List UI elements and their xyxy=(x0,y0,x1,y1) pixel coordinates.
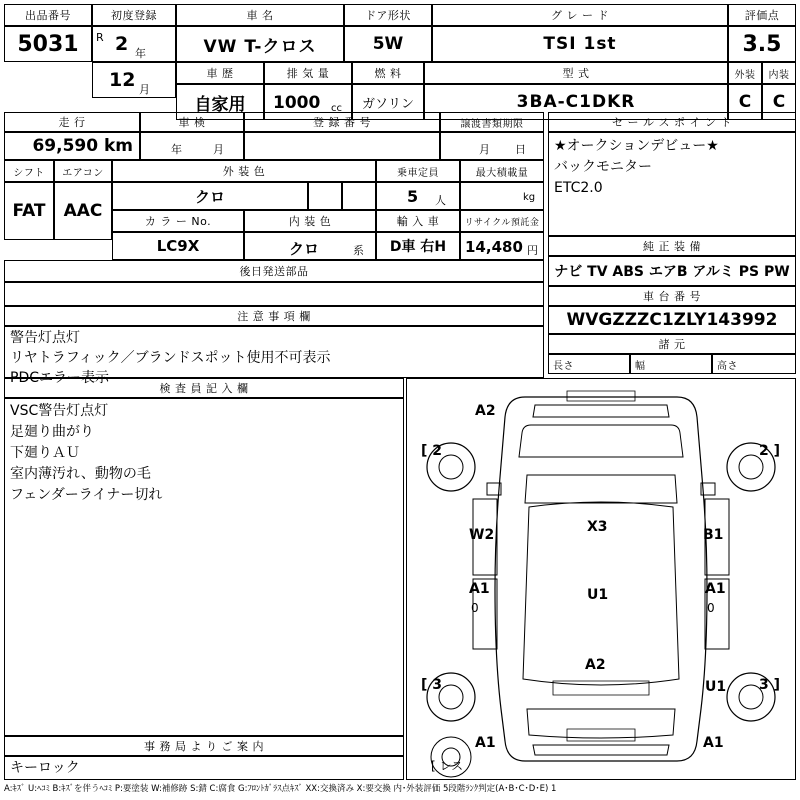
mark-a2-bottom: A2 xyxy=(585,657,606,673)
chassis-label: 車 台 番 号 xyxy=(548,286,796,306)
exterior-grade-label: 外装 xyxy=(728,62,762,84)
int-color-value xyxy=(244,232,376,260)
office-line-1: キーロック xyxy=(10,760,80,776)
inspector-label: 検 査 員 記 入 欄 xyxy=(4,378,404,398)
mark-spare: [ レス xyxy=(431,759,464,773)
inspector-line-2: 足廻り曲がり xyxy=(10,424,94,440)
vehicle-diagram xyxy=(406,378,796,780)
mark-bracket-right-2: 2 ] xyxy=(759,443,781,459)
max-load-unit: kg xyxy=(523,192,536,203)
equipment-value: ナビ TV ABS エアB アルミ PS PW xyxy=(548,256,796,286)
capacity-value xyxy=(376,182,460,210)
fuel-label: 燃 料 xyxy=(352,62,424,84)
score-value: 3.5 xyxy=(728,26,796,62)
width-label: 幅 xyxy=(630,354,712,374)
score-label: 評価点 xyxy=(728,4,796,26)
fuel-value: ガソリン xyxy=(352,84,424,120)
sales-point-label: セ ー ル ス ポ イ ン ト xyxy=(548,112,796,132)
recycle-number: 14,480 xyxy=(465,238,523,256)
first-reg-month-unit: 月 xyxy=(139,83,150,96)
mark-bracket-left-2: [ 2 xyxy=(421,443,443,459)
mark-u1-center: U1 xyxy=(587,587,609,603)
int-color-suffix: 系 xyxy=(353,244,364,257)
length-label: 長さ xyxy=(548,354,630,374)
notes-box xyxy=(4,326,544,386)
first-reg-month-value: 12 xyxy=(109,69,136,91)
inspector-line-1: VSC警告灯点灯 xyxy=(10,403,109,419)
shift-value: FAT xyxy=(4,182,54,240)
later-parts-label: 後日発送部品 xyxy=(4,260,544,282)
max-load-label: 最大積載量 xyxy=(460,160,544,182)
car-name-label: 車 名 xyxy=(176,4,344,26)
int-color-label: 内 装 色 xyxy=(244,210,376,232)
capacity-unit: 人 xyxy=(435,194,446,207)
inspection-year-unit: 年 xyxy=(171,143,182,156)
ext-color-value: クロ xyxy=(112,182,308,210)
capacity-label: 乗車定員 xyxy=(376,160,460,182)
mileage-value: 69,590 km xyxy=(4,132,140,160)
model-code-value: 3BA-C1DKR xyxy=(424,84,728,120)
first-reg-value xyxy=(92,26,176,62)
inspection-value xyxy=(140,132,244,160)
int-color-text: クロ xyxy=(289,240,320,258)
first-reg-year-value: 2 xyxy=(115,33,129,55)
mark-w2: W2 xyxy=(469,527,495,543)
inspection-label: 車 検 xyxy=(140,112,244,132)
door-value: 5W xyxy=(344,26,432,62)
model-code-label: 型 式 xyxy=(424,62,728,84)
later-parts-value xyxy=(4,282,544,306)
grade-label: グ レ ー ド xyxy=(432,4,728,26)
first-reg-year-unit: 年 xyxy=(135,47,146,60)
recycle-label: リサイクル預託金 xyxy=(460,210,544,232)
sales-point-line-3: ETC2.0 xyxy=(554,180,603,196)
ac-value: AAC xyxy=(54,182,112,240)
inspection-month-unit: 月 xyxy=(213,143,224,156)
recycle-value xyxy=(460,232,544,260)
mark-bracket-right-3: 3 ] xyxy=(759,677,781,693)
height-label: 高さ xyxy=(712,354,796,374)
legend-footer: A:ｷｽﾞ U:ﾍｺﾐ B:ｷｽﾞを伴うﾍｺﾐ P:要塗装 W:補修跡 S:錆 C:腐食 G:ﾌﾛﾝﾄｶﾞﾗｽ点ｷｽﾞ XX:交換済み X:要交換 内･外装評価 5段階ﾗﾝｸ判定(A･B･C･D･E) 1 xyxy=(4,784,557,794)
import-label: 輸 入 車 xyxy=(376,210,460,232)
transfer-day-unit: 日 xyxy=(515,143,526,156)
mark-a1-right-top-sub: 0 xyxy=(707,601,715,615)
recycle-unit: 円 xyxy=(527,244,538,257)
shift-label: シフト xyxy=(4,160,54,182)
displacement-unit: cc xyxy=(331,103,342,114)
import-value: D車 右H xyxy=(376,232,460,260)
first-reg-prefix: R xyxy=(96,31,104,44)
inspector-line-5: フェンダーライナー切れ xyxy=(10,487,163,503)
mark-a1-left-top: A1 xyxy=(469,581,490,597)
sales-point-line-1: ★オークションデビュー★ xyxy=(554,138,719,154)
mark-a1-left-top-sub: 0 xyxy=(471,601,479,615)
equipment-label: 純 正 装 備 xyxy=(548,236,796,256)
mark-a1-right-top: A1 xyxy=(705,581,726,597)
mark-bracket-left-3: [ 3 xyxy=(421,677,443,693)
sales-point-box xyxy=(548,132,796,236)
max-load-value xyxy=(460,182,544,210)
mark-u1-right: U1 xyxy=(705,679,727,695)
mark-b1: B1 xyxy=(703,527,724,543)
inspector-line-3: 下廻りＡＵ xyxy=(10,445,80,461)
sales-point-line-2: バックモニター xyxy=(554,159,652,175)
interior-grade-label: 内装 xyxy=(762,62,796,84)
mark-a1-bottom-left: A1 xyxy=(475,735,496,751)
mark-a2-top: A2 xyxy=(475,403,496,419)
history-label: 車 歴 xyxy=(176,62,264,84)
notes-line-3: PDCエラー表示 xyxy=(10,370,109,386)
transfer-value xyxy=(440,132,544,160)
transfer-month-unit: 月 xyxy=(479,143,490,156)
interior-grade-value: C xyxy=(762,84,796,120)
grade-value: TSI 1st xyxy=(432,26,728,62)
ext-color-extra-1 xyxy=(308,182,342,210)
reg-no-value xyxy=(244,132,440,160)
exterior-grade-value: C xyxy=(728,84,762,120)
displacement-number: 1000 xyxy=(273,93,321,113)
door-label: ドア形状 xyxy=(344,4,432,26)
mark-a1-bottom-right: A1 xyxy=(703,735,724,751)
reg-no-label: 登 録 番 号 xyxy=(244,112,440,132)
office-label: 事 務 局 よ り ご 案 内 xyxy=(4,736,404,756)
color-no-value: LC9X xyxy=(112,232,244,260)
notes-line-2: リヤトラフィック／ブランドスポット使用不可表示 xyxy=(10,350,331,366)
transfer-label: 譲渡書類期限 xyxy=(440,112,544,132)
office-box xyxy=(4,756,404,780)
mileage-label: 走 行 xyxy=(4,112,140,132)
lot-no-label: 出品番号 xyxy=(4,4,92,26)
color-no-label: カ ラ ー No. xyxy=(112,210,244,232)
ext-color-label: 外 装 色 xyxy=(112,160,376,182)
notes-line-1: 警告灯点灯 xyxy=(10,330,80,346)
car-name-value: VW T-クロス xyxy=(176,26,344,62)
ext-color-extra-2 xyxy=(342,182,376,210)
displacement-label: 排 気 量 xyxy=(264,62,352,84)
chassis-value: WVGZZZC1ZLY143992 xyxy=(548,306,796,334)
ac-label: エアコン xyxy=(54,160,112,182)
mark-x3: X3 xyxy=(587,519,608,535)
inspector-line-4: 室内薄汚れ、動物の毛 xyxy=(10,466,151,482)
dimension-label: 諸 元 xyxy=(548,334,796,354)
notes-label: 注 意 事 項 欄 xyxy=(4,306,544,326)
first-reg-month xyxy=(92,62,176,98)
lot-no-value: 5031 xyxy=(4,26,92,62)
history-value: 自家用 xyxy=(176,84,264,120)
first-reg-label: 初度登録 xyxy=(92,4,176,26)
inspector-box xyxy=(4,398,404,736)
capacity-number: 5 xyxy=(407,187,419,206)
